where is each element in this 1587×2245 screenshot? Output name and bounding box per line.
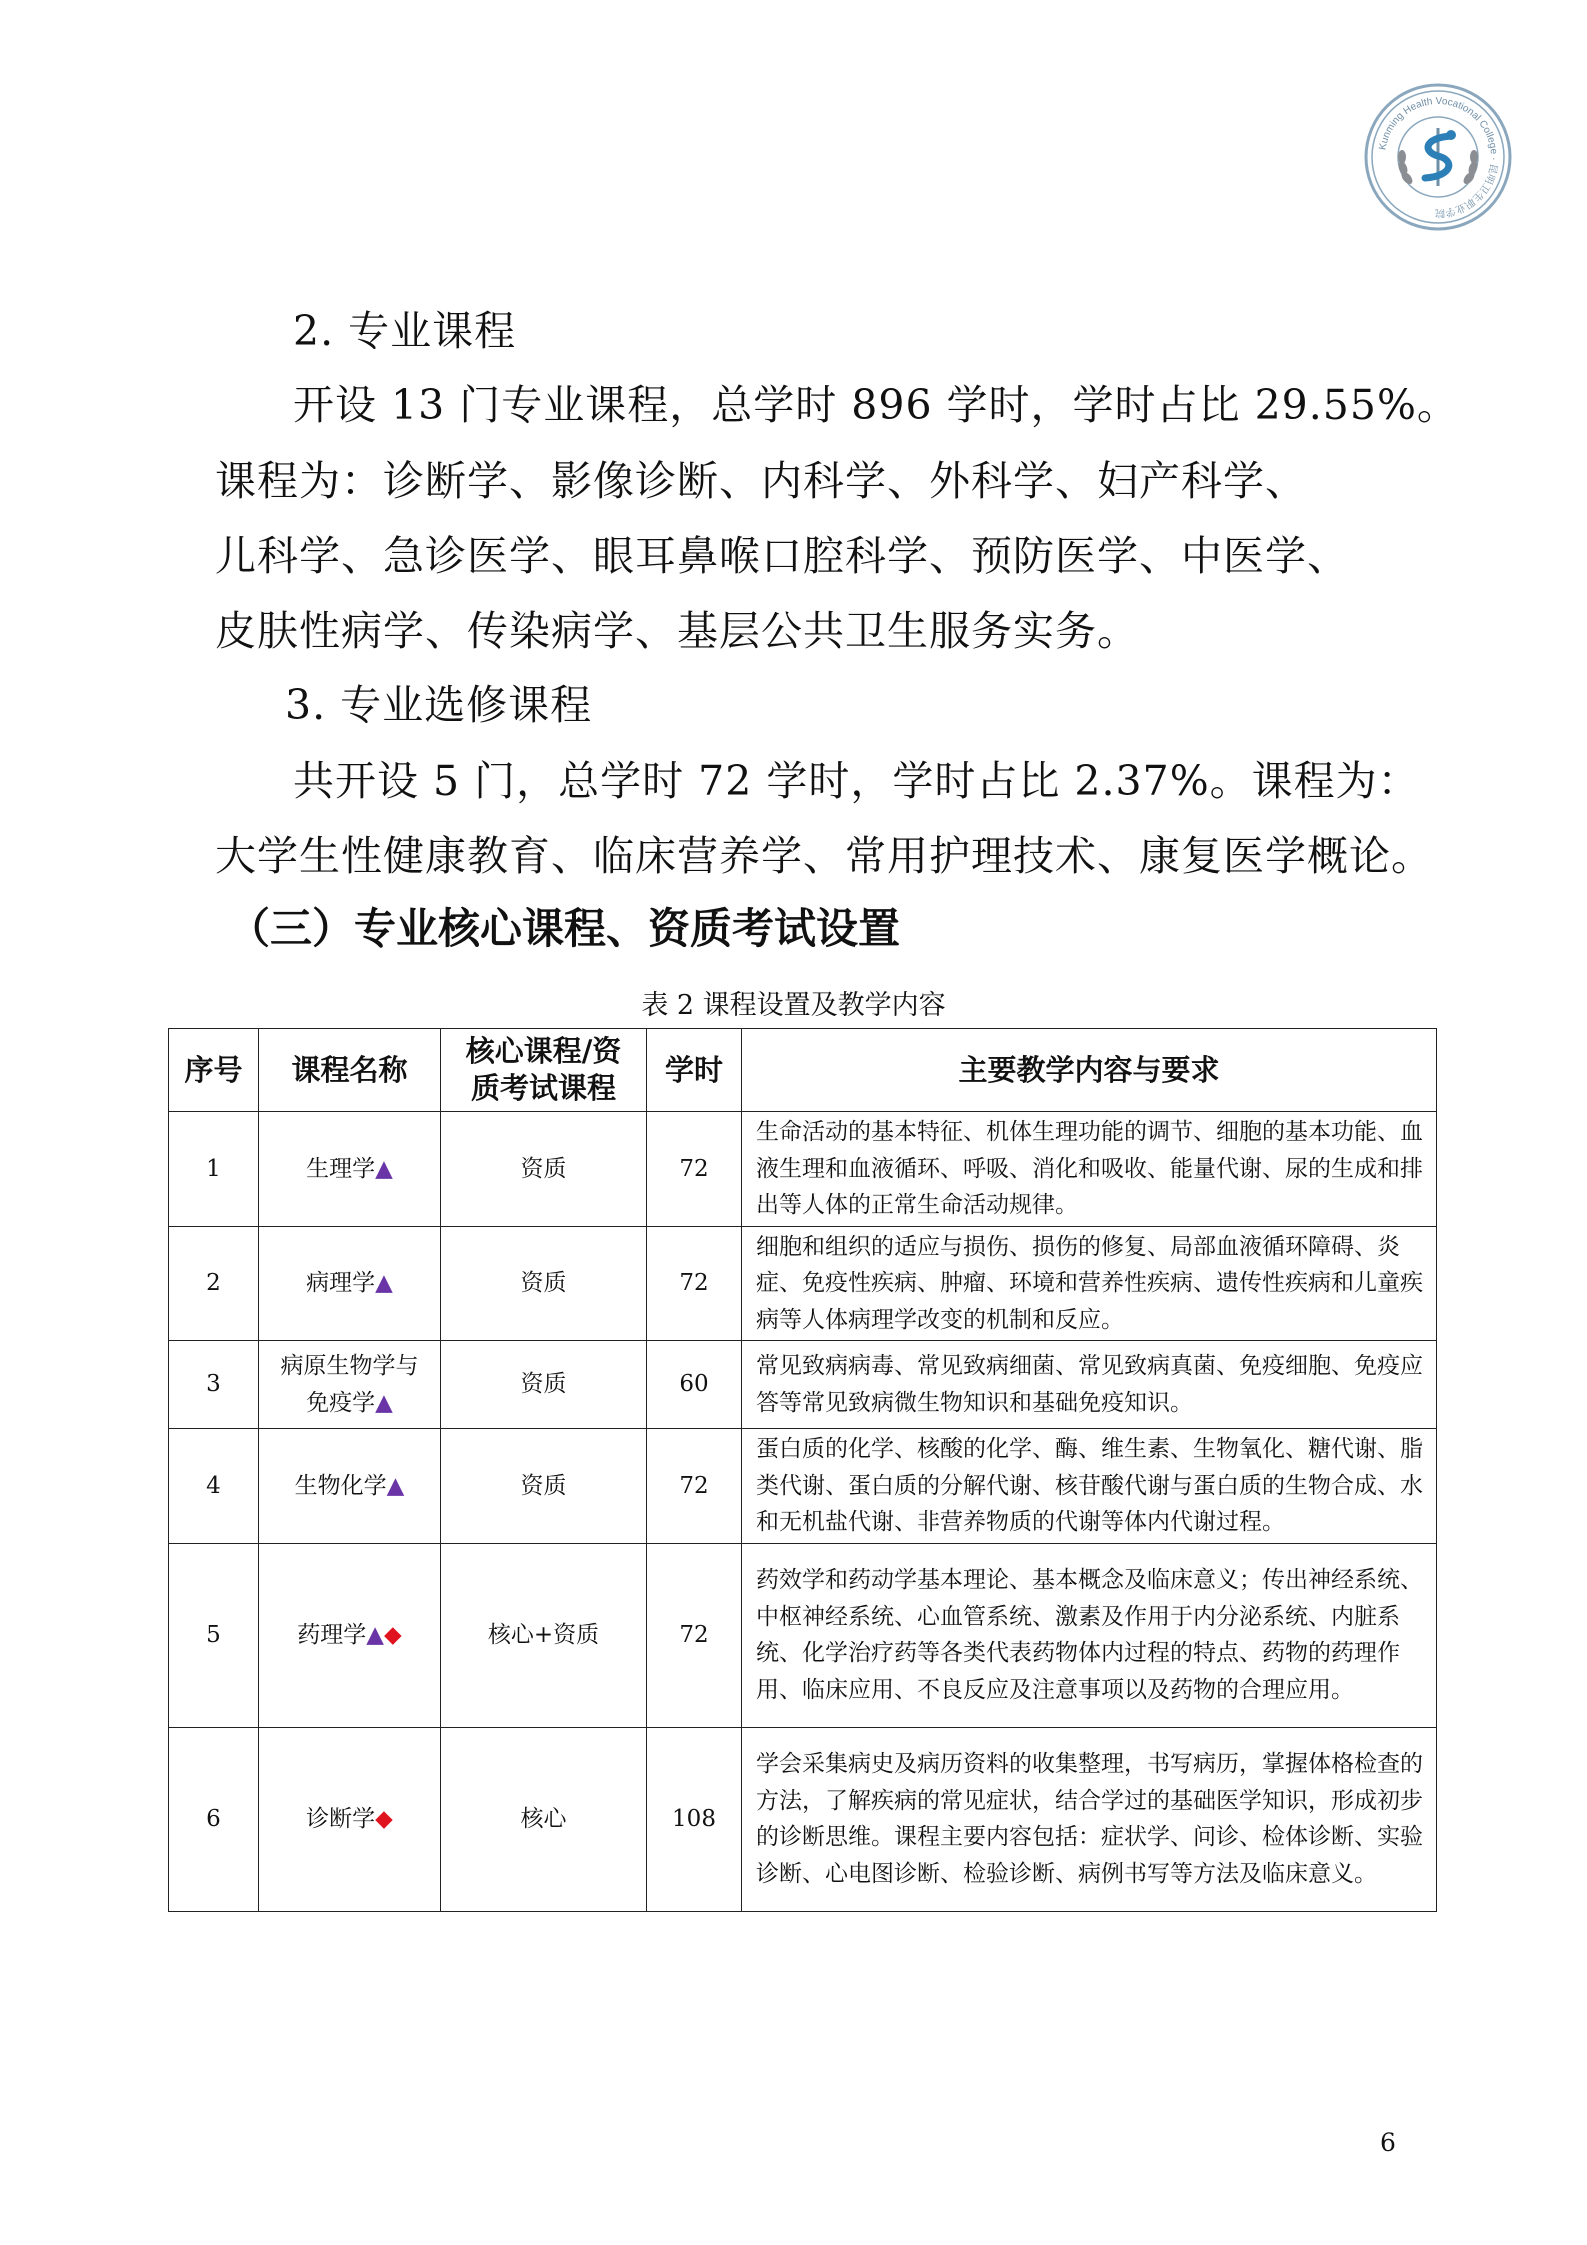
table-row — [169, 1226, 1437, 1341]
row-name: 药理学▲◆ — [259, 1543, 441, 1727]
college-logo — [1363, 82, 1513, 232]
row-hours: 72 — [647, 1543, 742, 1727]
row-no: 5 — [169, 1543, 259, 1727]
row-name: 生物化学▲ — [259, 1429, 441, 1544]
diamond-marker-icon: ◆ — [375, 1805, 393, 1832]
table-row — [169, 1727, 1437, 1911]
row-type: 核心+资质 — [441, 1543, 647, 1727]
row-type: 资质 — [441, 1341, 647, 1429]
row-content: 学会采集病史及病历资料的收集整理，书写病历，掌握体格检查的方法，了解疾病的常见症状，结合学过的基础医学知识，形成初步的诊断思维。课程主要内容包括：症状学、问诊、检体诊断、实验诊断、心电图诊断、检验诊断、病例书写等方法及临床意义。 — [742, 1727, 1437, 1911]
row-hours: 72 — [647, 1112, 742, 1227]
svg-text:Kunming Health Vocational Coll: Kunming Health Vocational College · 昆明卫生职业学院 — [1377, 95, 1500, 219]
row-no: 4 — [169, 1429, 259, 1544]
core-section-heading: （三）专业核心课程、资质考试设置 — [228, 904, 901, 953]
row-type: 核心 — [441, 1727, 647, 1911]
header-no: 序号 — [169, 1029, 259, 1112]
table-header-row — [169, 1029, 1437, 1112]
table-row — [169, 1112, 1437, 1227]
section-3-line-1: 共开设 5 门，总学时 72 学时，学时占比 2.37%。课程为： — [293, 757, 1420, 805]
section-2-line-4: 皮肤性病学、传染病学、基层公共卫生服务实务。 — [215, 607, 1139, 655]
section-2-title: 2. 专业课程 — [293, 307, 517, 355]
row-name: 生理学▲ — [259, 1112, 441, 1227]
row-name: 病原生物学与 免疫学▲ — [259, 1341, 441, 1429]
row-type: 资质 — [441, 1226, 647, 1341]
triangle-marker-icon: ▲ — [366, 1621, 384, 1648]
row-name: 病理学▲ — [259, 1226, 441, 1341]
table-row — [169, 1543, 1437, 1727]
row-hours: 60 — [647, 1341, 742, 1429]
row-no: 6 — [169, 1727, 259, 1911]
header-content: 主要教学内容与要求 — [742, 1029, 1437, 1112]
section-3-line-2: 大学生性健康教育、临床营养学、常用护理技术、康复医学概论。 — [215, 832, 1433, 880]
section-2-line-2: 课程为：诊断学、影像诊断、内科学、外科学、妇产科学、 — [215, 457, 1307, 505]
triangle-marker-icon: ▲ — [375, 1270, 393, 1296]
row-name: 诊断学◆ — [259, 1727, 441, 1911]
diamond-marker-icon: ◆ — [384, 1621, 402, 1648]
header-type: 核心课程/资 质考试课程 — [441, 1029, 647, 1112]
section-3-title: 3. 专业选修课程 — [285, 681, 593, 729]
row-content: 药效学和药动学基本理论、基本概念及临床意义；传出神经系统、中枢神经系统、心血管系统、激素及作用于内分泌系统、内脏系统、化学治疗药等各类代表药物体内过程的特点、药物的药理作用、临床应用、不良反应及注意事项以及药物的合理应用。 — [742, 1543, 1437, 1727]
row-type: 资质 — [441, 1429, 647, 1544]
row-hours: 72 — [647, 1429, 742, 1544]
table-row — [169, 1429, 1437, 1544]
header-hours: 学时 — [647, 1029, 742, 1112]
row-hours: 72 — [647, 1226, 742, 1341]
row-type: 资质 — [441, 1112, 647, 1227]
triangle-marker-icon: ▲ — [375, 1155, 393, 1182]
row-content: 细胞和组织的适应与损伤、损伤的修复、局部血液循环障碍、炎症、免疫性疾病、肿瘤、环境和营养性疾病、遗传性疾病和儿童疾病等人体病理学改变的机制和反应。 — [742, 1226, 1437, 1341]
triangle-marker-icon: ▲ — [386, 1472, 405, 1499]
section-2-line-3: 儿科学、急诊医学、眼耳鼻喉口腔科学、预防医学、中医学、 — [215, 532, 1349, 580]
row-hours: 108 — [647, 1727, 742, 1911]
row-content: 常见致病病毒、常见致病细菌、常见致病真菌、免疫细胞、免疫应答等常见致病微生物知识和基础免疫知识。 — [742, 1341, 1437, 1429]
table-caption: 表 2 课程设置及教学内容 — [641, 990, 946, 1021]
header-name: 课程名称 — [259, 1029, 441, 1112]
row-no: 3 — [169, 1341, 259, 1429]
page-number: 6 — [1380, 2128, 1396, 2157]
table-row — [169, 1341, 1437, 1429]
row-content: 生命活动的基本特征、机体生理功能的调节、细胞的基本功能、血液生理和血液循环、呼吸、消化和吸收、能量代谢、尿的生成和排出等人体的正常生命活动规律。 — [742, 1112, 1437, 1227]
caduceus-icon — [1425, 128, 1456, 186]
row-content: 蛋白质的化学、核酸的化学、酶、维生素、生物氧化、糖代谢、脂类代谢、蛋白质的分解代谢、核苷酸代谢与蛋白质的生物合成、水和无机盐代谢、非营养物质的代谢等体内代谢过程。 — [742, 1429, 1437, 1544]
course-table — [168, 1028, 1437, 1912]
row-no: 2 — [169, 1226, 259, 1341]
section-2-line-1: 开设 13 门专业课程，总学时 896 学时，学时占比 29.55%。 — [293, 381, 1459, 429]
triangle-marker-icon: ▲ — [375, 1389, 393, 1416]
row-no: 1 — [169, 1112, 259, 1227]
